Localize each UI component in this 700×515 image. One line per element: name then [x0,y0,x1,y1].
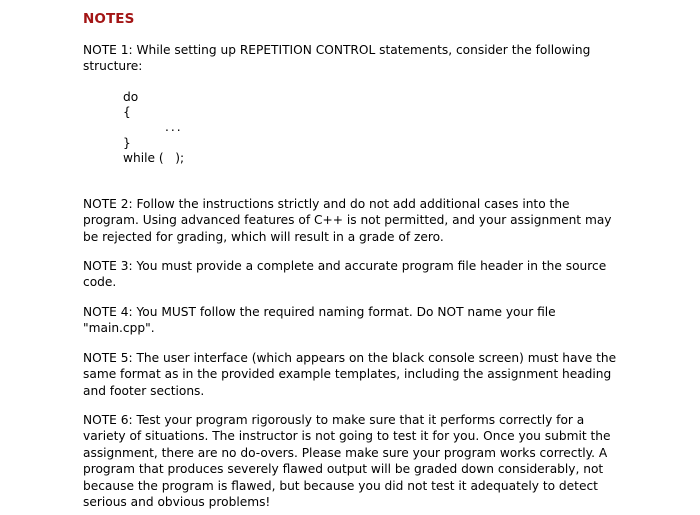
code-line-ellipsis: ... [165,120,183,134]
note-2: NOTE 2: Follow the instructions strictly and do not add additional cases into the program. Using advanced features of C++ is not permitted, and your assignment may be rejected for grading, which will result in a grade of zero. [83,197,612,244]
note-4: NOTE 4: You MUST follow the required naming format. Do NOT name your file "main.cpp". [83,305,556,336]
code-line-open-brace: { [123,105,131,119]
note-3: NOTE 3: You must provide a complete and accurate program file header in the source code. [83,259,607,290]
note-6: NOTE 6: Test your program rigorously to make sure that it performs correctly for a variety of situations. The instructor is not going to test it for you. Once you submit the assignment, there are no do-overs. Please make sure your program works correctly. A program that produces severely flawed output will be graded down considerably, not because the program is flawed, but because you did not test it adequately to detect serious and obvious problems! [83,413,611,510]
note-1: NOTE 1: While setting up REPETITION CONTROL statements, consider the following structure: [83,43,591,74]
code-line-do: do [123,90,139,104]
code-line-close-brace: } [123,136,131,150]
notes-heading: NOTES [83,11,135,27]
note-5: NOTE 5: The user interface (which appears on the black console screen) must have the same format as in the provided example templates, including the assignment heading and footer sections. [83,351,617,398]
code-line-while: while ( ); [123,151,185,165]
